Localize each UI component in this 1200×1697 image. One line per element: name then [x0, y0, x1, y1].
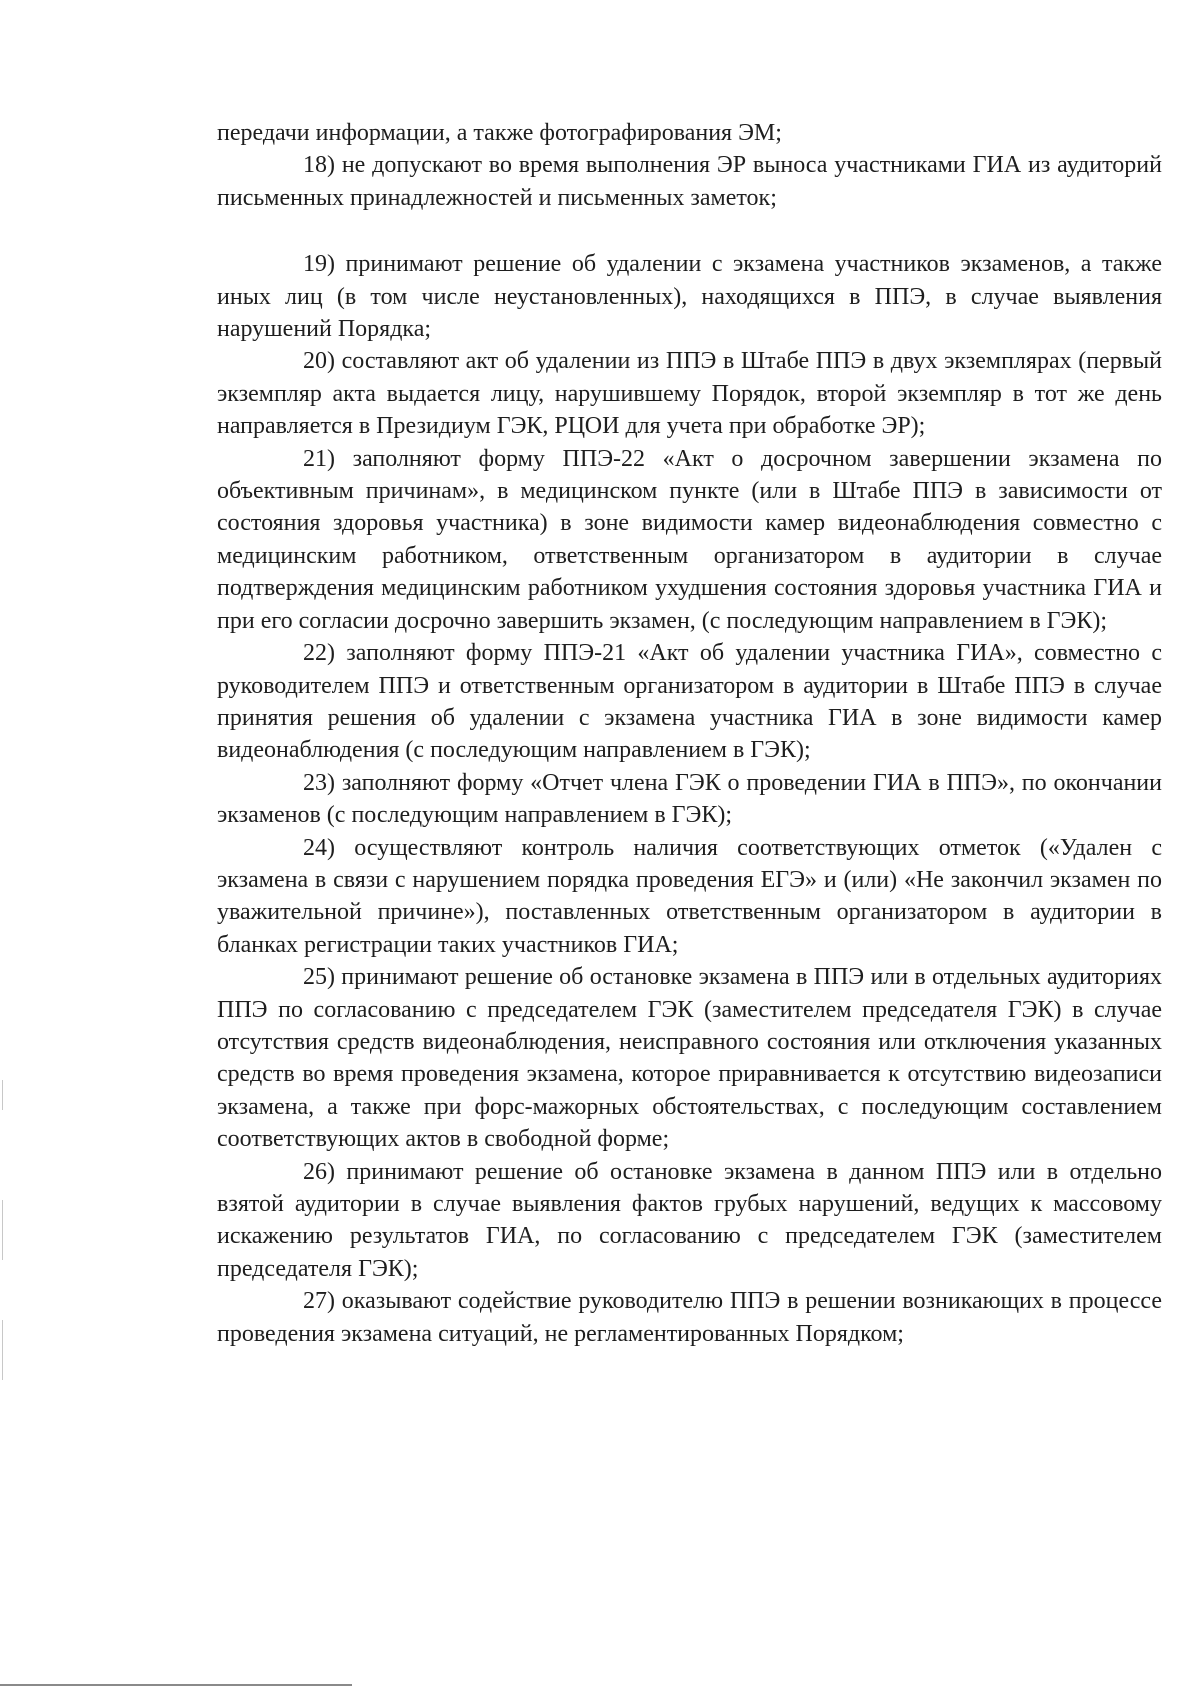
paragraph-21: 21) заполняют форму ППЭ-22 «Акт о досрочном завершении экзамена по объективным причинам», в медицинском пункте (или в Штабе ППЭ в зависимости от состояния здоровья участника) в зоне видимости камер видеонаблюдения совместно с медицинским работником, ответственным организатором в аудитории в случае подтверждения медицинским работником ухудшения состояния здоровья участника ГИА и при его согласии досрочно завершить экзамен, (с последующим направлением в ГЭК);	[217, 445, 1162, 634]
paragraph-25: 25) принимают решение об остановке экзамена в ППЭ или в отдельных аудиториях ППЭ по согласованию с председателем ГЭК (заместителем председателя ГЭК) в случае отсутствия средств видеонаблюдения, неисправного состояния или отключения указанных средств во время проведения экзамена, которое приравнивается к отсутствию видеозаписи экзамена, а также при форс-мажорных обстоятельствах, с последующим составлением соответствующих актов в свободной форме;	[217, 964, 1162, 1153]
paragraph-23: 23) заполняют форму «Отчет члена ГЭК о проведении ГИА в ППЭ», по окончании экзаменов (с последующим направлением в ГЭК);	[217, 769, 1162, 829]
scan-artifact	[2, 1200, 3, 1260]
paragraph-18: 18) не допускают во время выполнения ЭР выноса участниками ГИА из аудиторий письменных принадлежностей и письменных заметок;	[217, 152, 1162, 211]
footnote-separator-line	[0, 1684, 352, 1686]
paragraph-27: 27) оказывают содействие руководителю ППЭ в решении возникающих в процессе проведения экзамена ситуаций, не регламентированных Порядком;	[217, 1288, 1162, 1347]
paragraph-20: 20) составляют акт об удалении из ППЭ в Штабе ППЭ в двух экземплярах (первый экземпляр акта выдается лицу, нарушившему Порядок, второй экземпляр в тот же день направляется в Президиум ГЭК, РЦОИ для учета при обработке ЭР);	[217, 348, 1162, 440]
scan-artifact	[2, 1320, 3, 1380]
paragraph-22: 22) заполняют форму ППЭ-21 «Акт об удалении участника ГИА», совместно с руководителем ППЭ и ответственным организатором в аудитории в Штабе ППЭ в случае принятия решения об удалении с экзамена участника ГИА в зоне видимости камер видеонаблюдения (с последующим направлением в ГЭК);	[217, 640, 1162, 764]
paragraph-17-continuation: передачи информации, а также фотографирования ЭМ;	[217, 120, 782, 146]
paragraph-26: 26) принимают решение об остановке экзамена в данном ППЭ или в отдельно взятой аудитории в случае выявления фактов грубых нарушений, ведущих к массовому искажению результатов ГИА, по согласованию с председателем ГЭК (заместителем председателя ГЭК);	[217, 1158, 1162, 1282]
body-text	[217, 117, 1162, 1350]
scan-artifact	[2, 1080, 3, 1110]
paragraph-24: 24) осуществляют контроль наличия соответствующих отметок («Удален с экзамена в связи с нарушением порядка проведения ЕГЭ» и (или) «Не закончил экзамен по уважительной причине»), поставленных ответственным организатором в аудитории в бланках регистрации таких участников ГИА;	[217, 834, 1162, 958]
paragraph-19: 19) принимают решение об удалении с экзамена участников экзаменов, а также иных лиц (в том числе неустановленных), находящихся в ППЭ, в случае выявления нарушений Порядка;	[217, 251, 1162, 343]
